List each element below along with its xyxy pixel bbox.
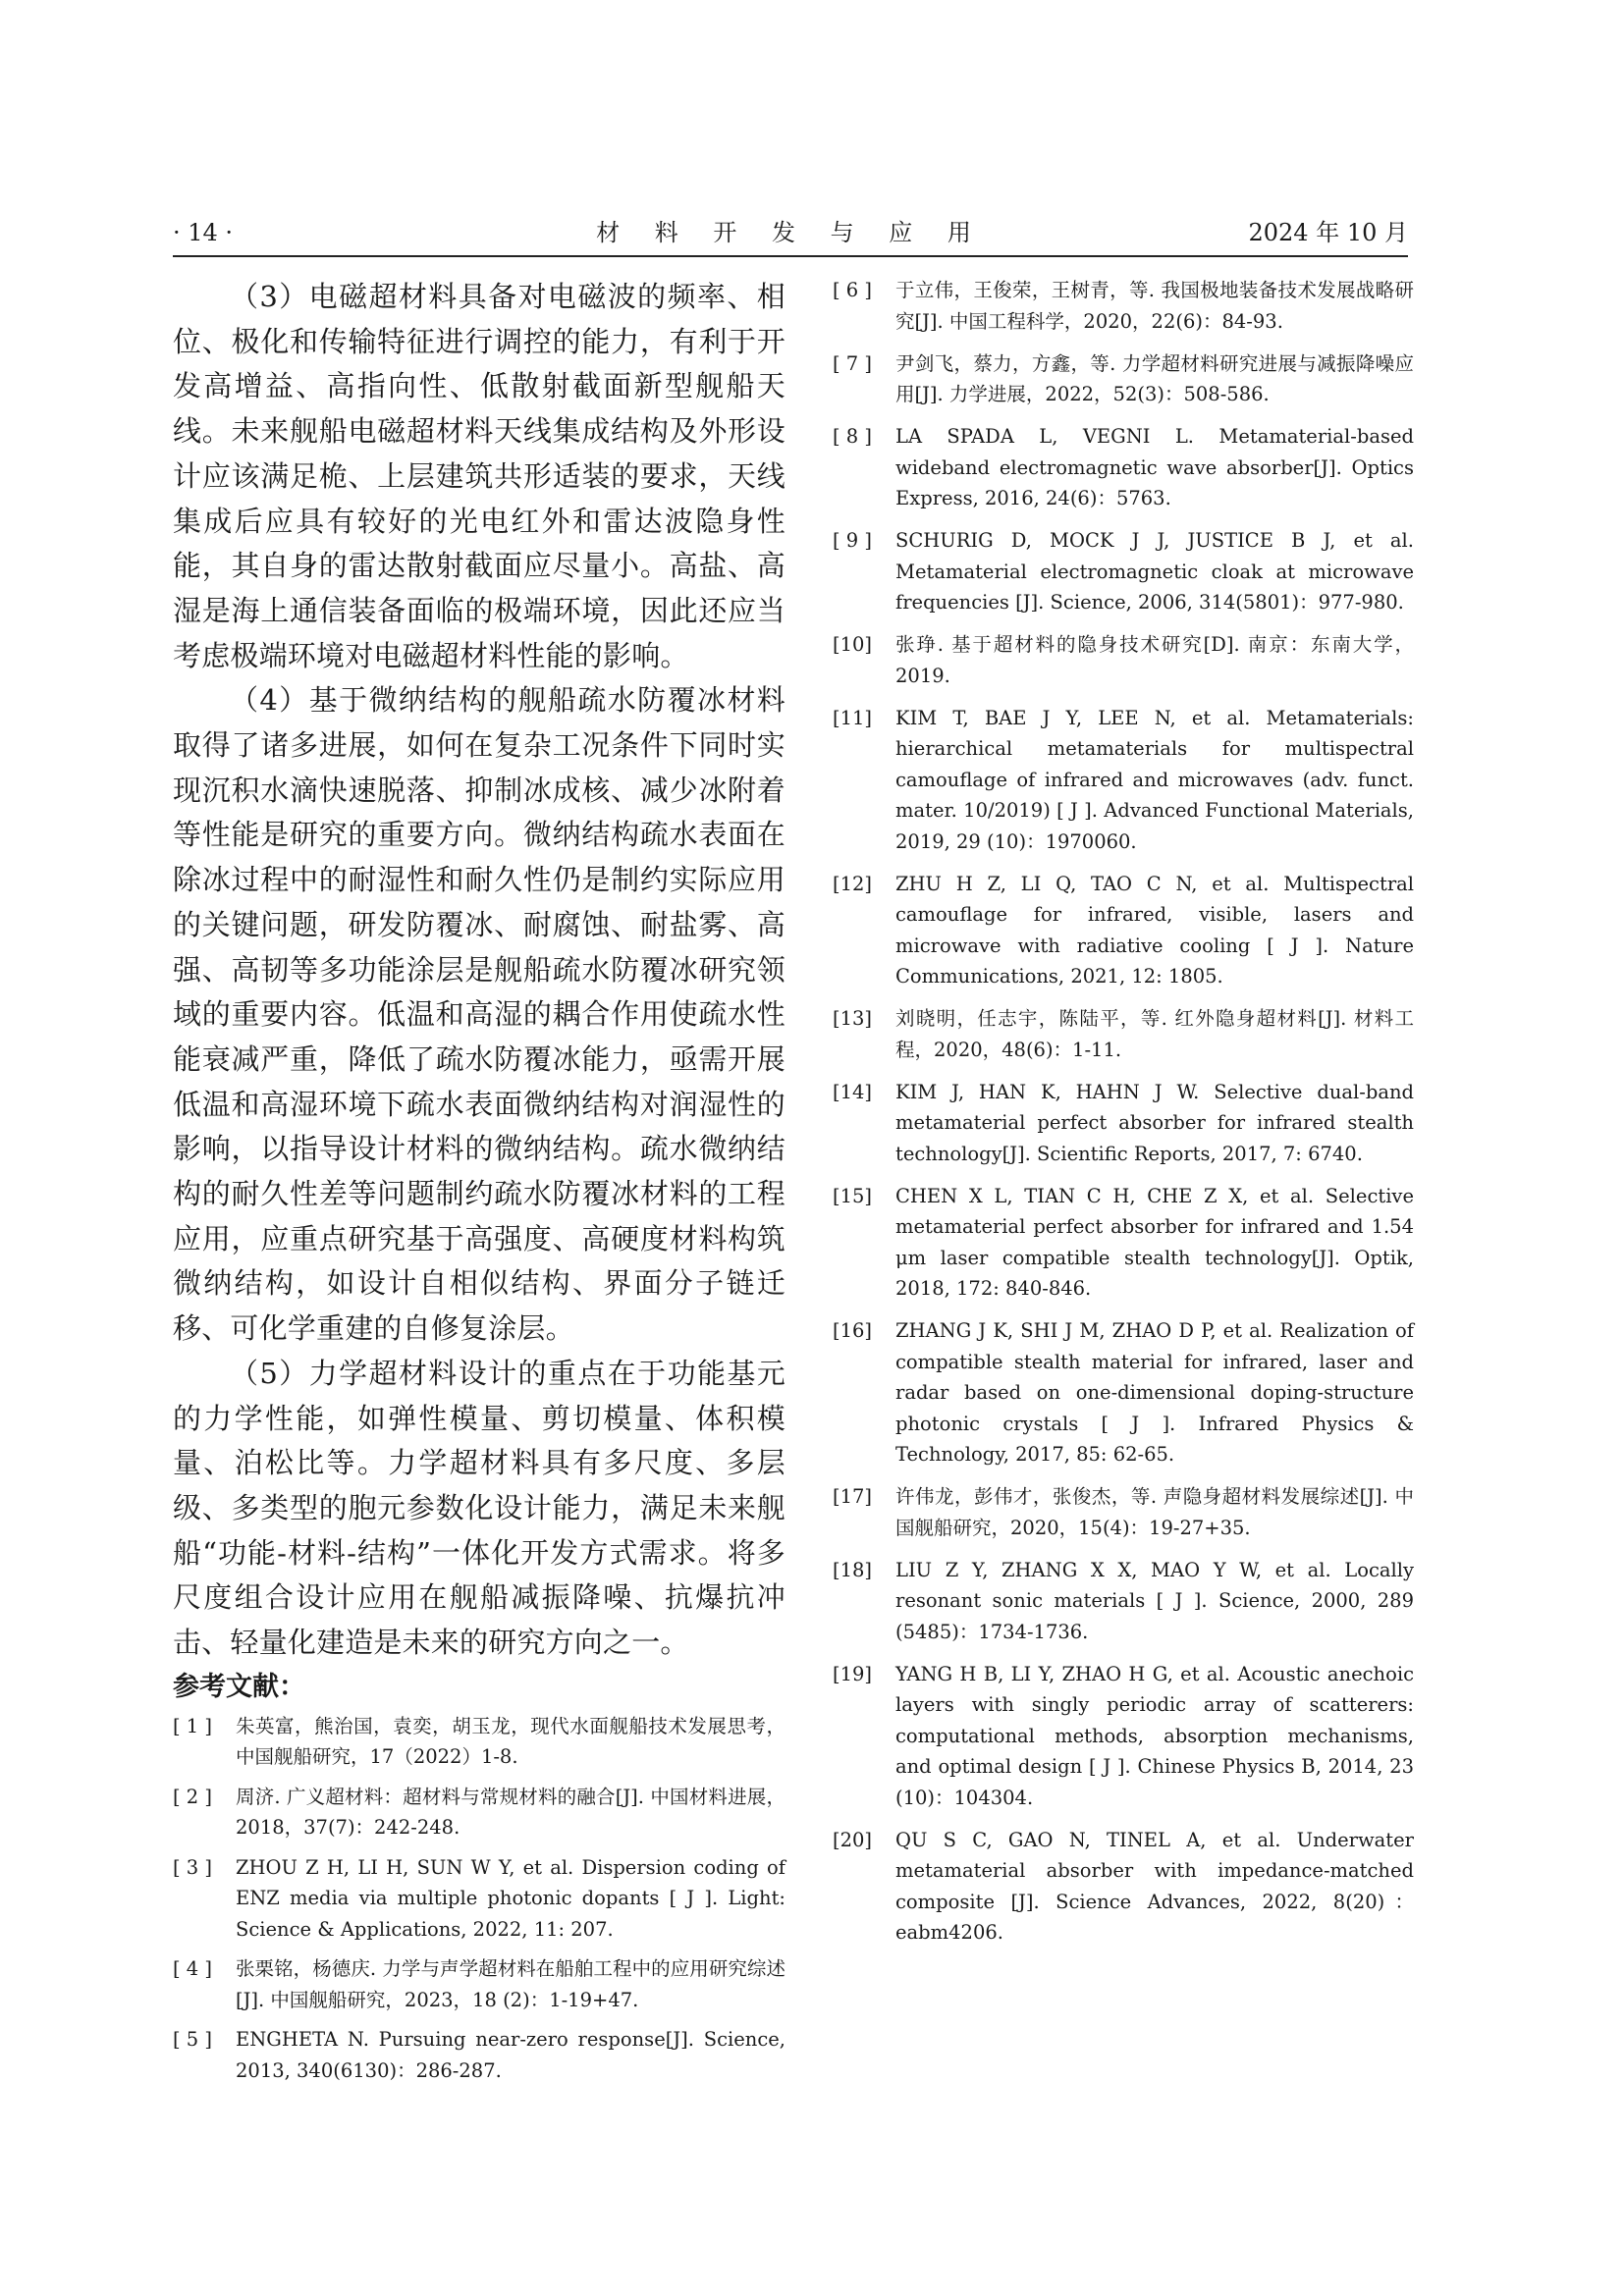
reference-item xyxy=(833,629,1414,691)
reference-item xyxy=(173,1852,785,1946)
references-heading: 参考文献： xyxy=(173,1671,305,1702)
reference-text: ENGHETA N. Pursuing near-zero response[J]. Science, 2013, 340(6130)：286-287. xyxy=(236,2028,785,2082)
reference-item xyxy=(833,421,1414,514)
reference-number: [ 1 ] xyxy=(173,1714,213,1737)
reference-number: [ 5 ] xyxy=(173,2028,213,2052)
reference-item xyxy=(833,1181,1414,1305)
reference-list-left xyxy=(173,1711,785,2087)
journal-title: 材 料 开 发 与 应 用 xyxy=(596,219,985,246)
reference-item xyxy=(833,1659,1414,1814)
reference-item xyxy=(173,1953,785,2015)
left-column xyxy=(173,275,785,2095)
reference-number: [15] xyxy=(833,1184,873,1207)
reference-item xyxy=(833,703,1414,858)
reference-number: [ 3 ] xyxy=(173,1855,213,1879)
reference-item xyxy=(173,1782,785,1843)
reference-item xyxy=(833,1003,1414,1065)
reference-item xyxy=(833,1555,1414,1648)
reference-text: ZHOU Z H, LI H, SUN W Y, et al. Dispersion coding of ENZ media via multiple photonic dopants [ J ]. Light: Science & Applications, 2022, 11: 207. xyxy=(236,1855,785,1941)
reference-item xyxy=(173,2024,785,2086)
reference-item xyxy=(833,525,1414,618)
reference-text: 朱英富，熊治国，袁奕，胡玉龙，现代水面舰船技术发展思考，中国舰船研究，17（2022）1-8. xyxy=(236,1714,785,1769)
right-column xyxy=(833,275,1414,1959)
reference-number: [14] xyxy=(833,1080,873,1103)
reference-text: 张栗铭，杨德庆. 力学与声学超材料在船舶工程中的应用研究综述[J]. 中国舰船研究，2023，18 (2)：1-19+47. xyxy=(236,1957,785,2011)
reference-item xyxy=(173,1711,785,1773)
reference-item xyxy=(833,869,1414,992)
reference-number: [ 6 ] xyxy=(833,279,873,301)
reference-number: [17] xyxy=(833,1485,873,1508)
reference-number: [ 9 ] xyxy=(833,529,873,552)
reference-text: KIM T, BAE J Y, LEE N, et al. Metamaterials: hierarchical metamaterials for multispectral camouflage of infrared and microwaves (adv. funct. mater. 10/2019) [ J ]. Advanced Functional Materials, 2019, 29 (10)：1970060. xyxy=(895,706,1414,853)
reference-text: 刘晓明，任志宇，陈陆平，等. 红外隐身超材料[J]. 材料工程，2020，48(6)：1-11. xyxy=(895,1007,1414,1061)
reference-number: [20] xyxy=(833,1828,873,1851)
reference-number: [13] xyxy=(833,1007,873,1030)
reference-number: [16] xyxy=(833,1319,873,1342)
reference-item xyxy=(833,348,1414,410)
reference-text: 周济. 广义超材料：超材料与常规材料的融合[J]. 中国材料进展，2018，37(7)：242-248. xyxy=(236,1785,785,1840)
reference-text: QU S C, GAO N, TINEL A, et al. Underwater metamaterial absorber with impedance-matched composite [J]. Science Advances, 2022, 8(20)：eabm4206. xyxy=(895,1828,1414,1944)
reference-number: [18] xyxy=(833,1558,873,1581)
running-header xyxy=(173,218,1408,257)
reference-text: 张琤. 基于超材料的隐身技术研究[D]. 南京：东南大学，2019. xyxy=(895,633,1414,687)
reference-text: SCHURIG D, MOCK J J, JUSTICE B J, et al. Metamaterial electromagnetic cloak at microwave frequencies [J]. Science, 2006, 314(5801)：977-980. xyxy=(895,529,1414,614)
reference-text: ZHANG J K, SHI J M, ZHAO D P, et al. Realization of compatible stealth material for infrared, laser and radar based on one-dimensional doping-structure photonic crystals [ J ]. Infrared Physics & Technology, 2017, 85: 62-65. xyxy=(895,1319,1414,1466)
reference-number: [11] xyxy=(833,706,873,729)
reference-text: LIU Z Y, ZHANG X X, MAO Y W, et al. Locally resonant sonic materials [ J ]. Science, 2000, 289 (5485)：1734-1736. xyxy=(895,1558,1414,1643)
reference-text: 尹剑飞，蔡力，方鑫，等. 力学超材料研究进展与减振降噪应用[J]. 力学进展，2022，52(3)：508-586. xyxy=(895,351,1414,405)
reference-number: [ 7 ] xyxy=(833,351,873,375)
reference-number: [19] xyxy=(833,1662,873,1685)
reference-number: [ 2 ] xyxy=(173,1785,213,1808)
body-paragraph-3: （3）电磁超材料具备对电磁波的频率、相位、极化和传输特征进行调控的能力，有利于开发高增益、高指向性、低散射截面新型舰船天线。未来舰船电磁超材料天线集成结构及外形设计应该满足桅、上层建筑共形适装的要求，天线集成后应具有较好的光电红外和雷达波隐身性能，其自身的雷达散射截面应尽量小。高盐、高湿是海上通信装备面临的极端环境，因此还应当考虑极端环境对电磁超材料性能的影响。 xyxy=(173,280,785,672)
page-number: · 14 · xyxy=(173,219,234,246)
reference-list-right xyxy=(833,275,1414,1949)
reference-text: CHEN X L, TIAN C H, CHE Z X, et al. Selective metamaterial perfect absorber for infrared and 1.54 μm laser compatible stealth technology[J]. Optik, 2018, 172: 840-846. xyxy=(895,1184,1414,1300)
body-paragraph-4: （4）基于微纳结构的舰船疏水防覆冰材料取得了诸多进展，如何在复杂工况条件下同时实现沉积水滴快速脱落、抑制冰成核、减少冰附着等性能是研究的重要方向。微纳结构疏水表面在除冰过程中的耐湿性和耐久性仍是制约实际应用的关键问题，研发防覆冰、耐腐蚀、耐盐雾、高强、高韧等多功能涂层是舰船疏水防覆冰研究领域的重要内容。低温和高湿的耦合作用使疏水性能衰减严重，降低了疏水防覆冰能力，亟需开展低温和高湿环境下疏水表面微纳结构对润湿性的影响，以指导设计材料的微纳结构。疏水微纳结构的耐久性差等问题制约疏水防覆冰材料的工程应用，应重点研究基于高强度、高硬度材料构筑微纳结构，如设计自相似结构、界面分子链迁移、可化学重建的自修复涂层。 xyxy=(173,683,785,1346)
reference-number: [12] xyxy=(833,872,873,895)
body-paragraph-5: （5）力学超材料设计的重点在于功能基元的力学性能，如弹性模量、剪切模量、体积模量、泊松比等。力学超材料具有多尺度、多层级、多类型的胞元参数化设计能力，满足未来舰船“功能-材料-结构”一体化开发方式需求。将多尺度组合设计应用在舰船减振降噪、抗爆抗冲击、轻量化建造是未来的研究方向之一。 xyxy=(173,1356,785,1660)
issue-date: 2024 年 10 月 xyxy=(1248,219,1408,246)
reference-text: 于立伟，王俊荣，王树青，等. 我国极地装备技术发展战略研究[J]. 中国工程科学，2020，22(6)：84-93. xyxy=(895,279,1414,333)
reference-text: 许伟龙，彭伟才，张俊杰，等. 声隐身超材料发展综述[J]. 中国舰船研究，2020，15(4)：19-27+35. xyxy=(895,1485,1414,1539)
reference-item xyxy=(833,1077,1414,1170)
reference-item xyxy=(833,1825,1414,1949)
reference-number: [ 8 ] xyxy=(833,425,873,448)
reference-text: ZHU H Z, LI Q, TAO C N, et al. Multispectral camouflage for infrared, visible, lasers and microwave with radiative cooling [ J ]. Nature Communications, 2021, 12: 1805. xyxy=(895,872,1414,988)
reference-item xyxy=(833,1481,1414,1543)
reference-item xyxy=(833,275,1414,337)
reference-number: [ 4 ] xyxy=(173,1957,213,1981)
reference-text: LA SPADA L, VEGNI L. Metamaterial-based wideband electromagnetic wave absorber[J]. Optics Express, 2016, 24(6)：5763. xyxy=(895,425,1414,509)
reference-text: YANG H B, LI Y, ZHAO H G, et al. Acoustic anechoic layers with singly periodic array of scatterers: computational methods, absorption mechanisms, and optimal design [ J ]. Chinese Physics B, 2014, 23 (10)：104304. xyxy=(895,1662,1414,1809)
reference-item xyxy=(833,1315,1414,1470)
header-rule xyxy=(173,255,1408,257)
reference-text: KIM J, HAN K, HAHN J W. Selective dual-band metamaterial perfect absorber for infrared stealth technology[J]. Scientific Reports, 2017, 7: 6740. xyxy=(895,1080,1414,1165)
reference-number: [10] xyxy=(833,633,873,656)
